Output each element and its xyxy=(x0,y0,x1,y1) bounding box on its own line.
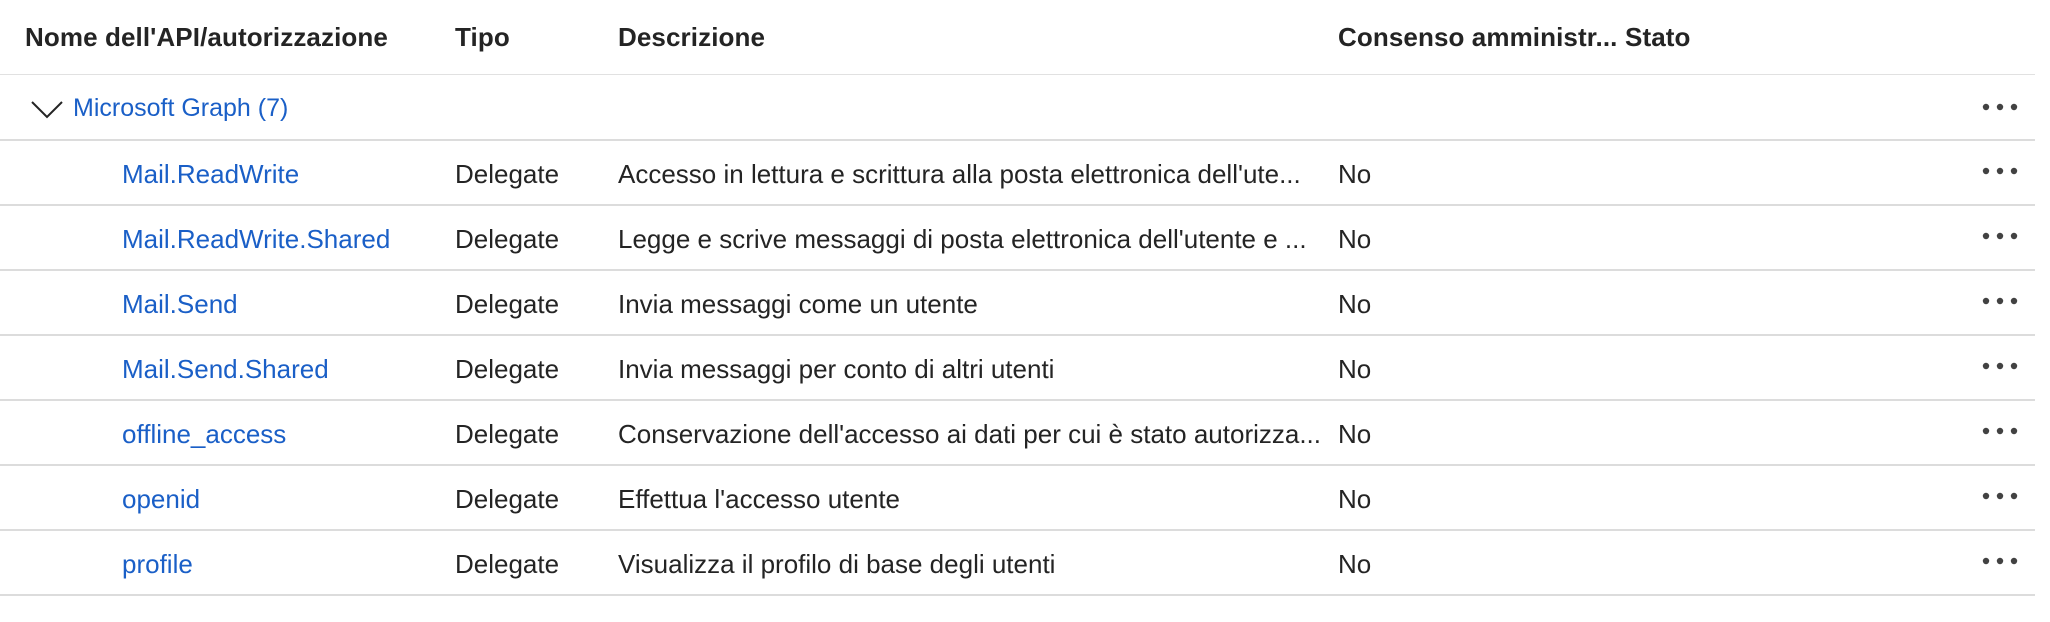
table-row[interactable] xyxy=(0,531,2035,596)
column-header-name[interactable]: Nome dell'API/autorizzazione xyxy=(25,22,388,52)
permission-description: Accesso in lettura e scrittura alla posta elettronica dell'ute... xyxy=(618,159,1301,189)
permission-description: Invia messaggi per conto di altri utenti xyxy=(618,354,1055,384)
permission-name-link[interactable]: Mail.Send.Shared xyxy=(122,354,329,384)
column-header-type[interactable]: Tipo xyxy=(455,22,510,52)
admin-consent-value: No xyxy=(1338,484,1372,514)
more-options-icon[interactable] xyxy=(1980,421,2020,441)
permission-description: Legge e scrive messaggi di posta elettronica dell'utente e ... xyxy=(618,224,1307,254)
table-row[interactable] xyxy=(0,401,2035,466)
permission-type: Delegate xyxy=(455,419,560,449)
permission-type: Delegate xyxy=(455,289,560,319)
admin-consent-value: No xyxy=(1338,289,1372,319)
more-options-icon[interactable] xyxy=(1980,291,2020,311)
table-row[interactable] xyxy=(0,141,2035,206)
permission-description: Invia messaggi come un utente xyxy=(618,289,978,319)
group-row-microsoft-graph[interactable] xyxy=(0,75,2035,141)
group-label[interactable]: Microsoft Graph (7) xyxy=(73,94,289,122)
admin-consent-value: No xyxy=(1338,224,1372,254)
permission-type: Delegate xyxy=(455,354,560,384)
admin-consent-value: No xyxy=(1338,159,1372,189)
permission-name-link[interactable]: openid xyxy=(122,484,201,514)
permission-type: Delegate xyxy=(455,224,560,254)
permission-name-link[interactable]: offline_access xyxy=(122,419,287,449)
permission-description: Effettua l'accesso utente xyxy=(618,484,901,514)
admin-consent-value: No xyxy=(1338,549,1372,579)
admin-consent-value: No xyxy=(1338,419,1372,449)
table-row[interactable] xyxy=(0,336,2035,401)
permission-description: Visualizza il profilo di base degli utenti xyxy=(618,549,1056,579)
admin-consent-value: No xyxy=(1338,354,1372,384)
permission-name-link[interactable]: Mail.ReadWrite xyxy=(122,159,300,189)
permission-name-link[interactable]: Mail.ReadWrite.Shared xyxy=(122,224,391,254)
permission-type: Delegate xyxy=(455,484,560,514)
table-header xyxy=(0,0,2035,75)
permission-type: Delegate xyxy=(455,159,560,189)
more-options-icon[interactable] xyxy=(1980,551,2020,571)
more-options-icon[interactable] xyxy=(1980,226,2020,246)
table-row[interactable] xyxy=(0,271,2035,336)
permission-description: Conservazione dell'accesso ai dati per cui è stato autorizza... xyxy=(618,419,1322,449)
chevron-down-icon[interactable] xyxy=(30,99,64,119)
permission-name-link[interactable]: Mail.Send xyxy=(122,289,238,319)
table-row[interactable] xyxy=(0,466,2035,531)
permission-name-link[interactable]: profile xyxy=(122,549,193,579)
column-header-status[interactable]: Stato xyxy=(1625,22,1691,52)
more-options-icon[interactable] xyxy=(1980,97,2020,117)
column-header-description[interactable]: Descrizione xyxy=(618,22,766,52)
table-row[interactable] xyxy=(0,206,2035,271)
column-header-admin-consent[interactable]: Consenso amministr... xyxy=(1338,22,1618,52)
more-options-icon[interactable] xyxy=(1980,161,2020,181)
more-options-icon[interactable] xyxy=(1980,356,2020,376)
permission-type: Delegate xyxy=(455,549,560,579)
more-options-icon[interactable] xyxy=(1980,486,2020,506)
